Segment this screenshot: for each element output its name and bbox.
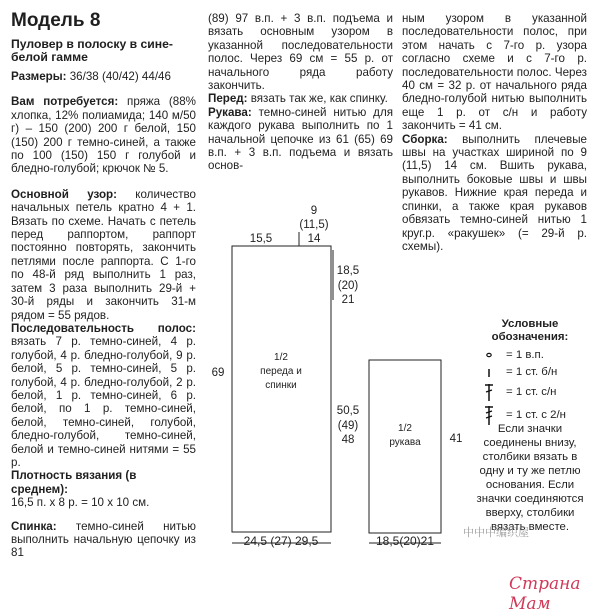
dim-shoulder-right: 14 — [307, 233, 321, 245]
body-label-3: спинки — [265, 380, 297, 391]
legend-text-sc: = 1 ст. б/н — [506, 365, 558, 378]
stripes-label: Последовательность полос: — [11, 321, 196, 335]
sleeves-continuation: ным узором в указанной последовательности полос, при этом начать с 7-го р. узора согласно схеме и с 7-го р. последовательности полос. Через 40 см = 32 р. от начального ряда бледно-голубой нитью выполнить еще 1 р. от с/н и работу закончить = 41 см. — [402, 12, 587, 133]
dim-sleeve-height: 41 — [449, 433, 463, 445]
dim-neck-1: 18,5 — [336, 265, 360, 277]
materials-text: пряжа (88% хлопка, 12% полиамида; 140 м/50 г) – 150 (200) 200 г белой, 150 (150) 200 г темно-синей, а также по 100 (150) 150 г голубой и бледно-голубой; крючок № 5. — [11, 95, 196, 176]
sleeves-text: темно-синей нитью для каждого рукава выполнить по 1 начальной цепочке из 61 (65) 69 в.п. + 3 в.п. подъема и вязать основ- — [208, 105, 393, 173]
dim-body-width: 24,5 (27) 29,5 — [243, 534, 319, 548]
dim-shoulder-1: 9 — [310, 205, 318, 217]
legend-row-chain — [480, 348, 580, 365]
assembly-label: Сборка: — [402, 132, 448, 146]
legend-text-dc: = 1 ст. с/н — [506, 385, 557, 398]
dim-neck-2: (20) — [337, 280, 359, 292]
sleeves-label: Рукава: — [208, 105, 252, 119]
watermark-site: Страна Мам — [509, 574, 581, 614]
legend-title-1: Условные — [501, 318, 559, 330]
body-label-1: 1/2 — [274, 352, 288, 363]
dim-neck-3: 21 — [341, 294, 355, 306]
watermark-chinese: 中中中编织屋 — [463, 527, 529, 539]
dim-lower-1: 50,5 — [336, 405, 360, 417]
dim-shoulder-2: (11,5) — [299, 219, 329, 231]
back-text: темно-синей нитью выполнить начальную цепочку из 81 — [11, 519, 196, 560]
legend-text-chain: = 1 в.п. — [506, 348, 544, 361]
front-label: Перед: — [208, 92, 248, 106]
model-subtitle: Пуловер в полоску в сине-белой гамме — [11, 37, 173, 64]
back-continuation: (89) 97 в.п. + 3 в.п. подъема и вязать основным узором в указанной последовательности полос. Через 69 см = 55 р. от начального ряда работу закончить. — [208, 12, 393, 93]
stripes-text: вязать 7 р. темно-синей, 4 р. голубой, 4 р. бледно-голубой, 9 р. белой, 5 р. темно-синей, 5 р. голубой, 4 р. бледно-голубой, 2 р. белой, 1 р. темно-синей, 6 р. белой, по 1 р. темно-синей, белой, темно-синей, голубой, бледно-голубой, темно-синей, белой и темно-синей нитями = 55 р. — [11, 335, 196, 469]
materials-label: Вам потребуется: — [11, 95, 119, 109]
back-label: Спинка: — [11, 519, 57, 533]
dim-lower-3: 48 — [341, 434, 355, 446]
dim-sleeve-width: 18,5(20)21 — [375, 534, 435, 548]
dim-shoulder-left: 15,5 — [249, 233, 273, 245]
legend-row-sc — [480, 365, 580, 382]
dim-height: 69 — [211, 367, 225, 379]
legend-note: Если значки соединены внизу, столбики вязать в одну и ту же петлю основания. Если значки соединяются вверху, столбики вязать вместе. — [476, 423, 584, 533]
assembly-text: выполнить плечевые швы на участках шириной по 9 (11,5) 14 см. Вшить рукава, выполнить боковые швы и швы рукавов. Нижние края переда и спинки, а также края рукавов обвязать темно-синей нитью 1 круг.р. «ракушек» (= 29-й р. схемы). — [402, 132, 587, 253]
sizes-label: Размеры: — [11, 70, 67, 83]
legend — [480, 318, 580, 428]
model-title: Модель 8 — [11, 10, 101, 31]
pattern-label: Основной узор: — [11, 187, 117, 201]
body-label-2: переда и — [260, 366, 302, 377]
legend-title-2: обозначения: — [491, 331, 569, 344]
dim-lower-2: (49) — [337, 420, 359, 432]
gauge-label-text: Плотность вязания (в среднем): — [11, 469, 137, 496]
chain-stitch-icon — [482, 348, 496, 366]
sizes-value: 36/38 (40/42) 44/46 — [66, 70, 171, 83]
sleeve-label-2: рукава — [389, 437, 421, 448]
front-text: вязать так же, как спинку. — [247, 92, 388, 106]
legend-row-dc — [480, 382, 580, 404]
single-crochet-icon — [482, 365, 496, 383]
double-crochet-icon — [482, 382, 496, 406]
gauge-text: 16,5 п. х 8 р. = 10 х 10 см. — [11, 496, 150, 510]
sleeve-label-1: 1/2 — [398, 423, 412, 434]
legend-text-dtr: = 1 ст. с 2/н — [506, 408, 566, 421]
pattern-text: количество начальных петель кратно 4 + 1. Вязать по схеме. Начать с петель перед раппортом, раппорт постоянно повторять, закончить петлями после раппорта. С 1-го по 48-й ряд выполнить 1 раз, затем 3 раза выполнить 29-й + 30-й ряды и закончить 31-м рядом = 55 рядов. — [11, 187, 196, 322]
